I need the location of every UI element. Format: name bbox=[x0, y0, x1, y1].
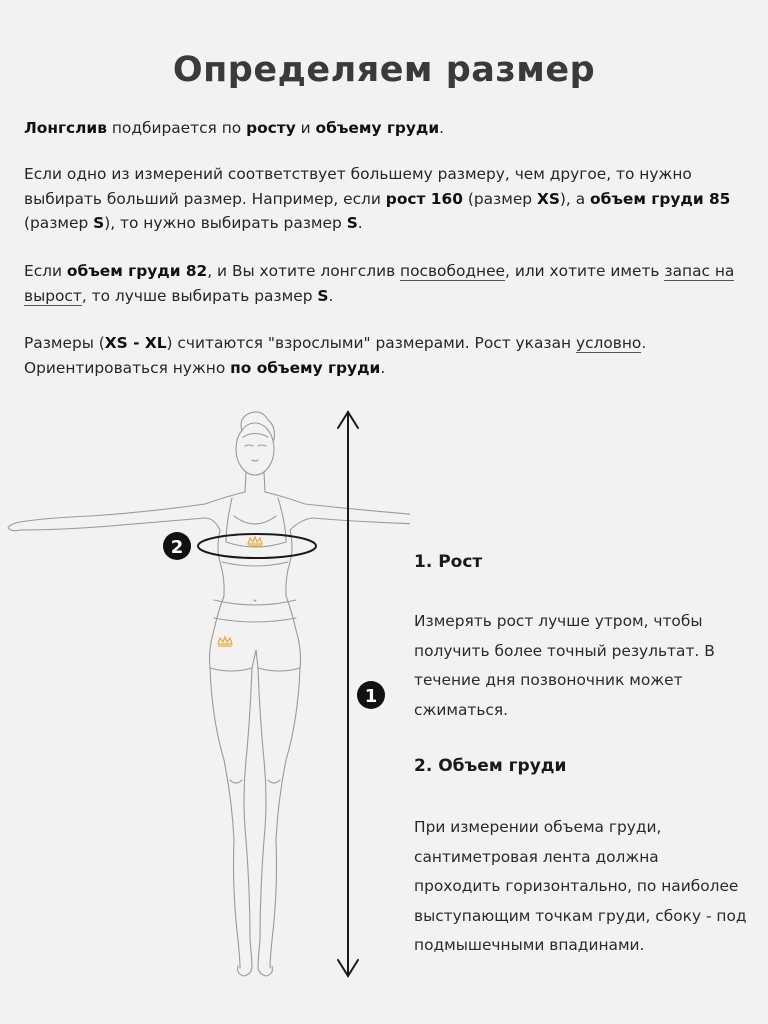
bold-text: объему груди bbox=[315, 119, 440, 137]
bold-text: XS - XL bbox=[104, 334, 167, 352]
marker-chest-label: 2 bbox=[170, 537, 184, 558]
torso-left bbox=[214, 530, 224, 630]
text-run: (размер bbox=[24, 214, 94, 232]
right-arm-bottom bbox=[290, 518, 410, 530]
intro-paragraph-4 bbox=[24, 331, 744, 380]
text-run: , и Вы хотите лонгслив bbox=[207, 262, 401, 280]
section-chest-title: 2. Объем груди bbox=[414, 756, 567, 776]
bold-text: объем груди 85 bbox=[590, 189, 731, 208]
underlined-text: условно bbox=[575, 334, 642, 352]
left-leg-outer bbox=[210, 668, 240, 968]
bold-text: S bbox=[346, 214, 358, 232]
bold-text: S bbox=[317, 286, 329, 305]
underlined-text: посвободнее bbox=[400, 262, 506, 280]
left-arm-bottom bbox=[20, 518, 220, 530]
marker-height-badge bbox=[357, 681, 385, 709]
bold-text: рост 160 bbox=[385, 189, 463, 208]
text-run: (размер bbox=[462, 189, 537, 208]
crown-logo-top-icon bbox=[248, 537, 262, 546]
section-chest-text: При измерении объема груди, сантиметровая лента должна проходить горизонтально, по наиболее выступающим точкам груди, сбоку - под подмышечными впадинами. bbox=[414, 818, 747, 954]
intro-paragraph-2 bbox=[24, 162, 744, 236]
right-leg-inner bbox=[258, 668, 266, 968]
section-height-text: Измерять рост лучше утром, чтобы получить более точный результат. В течение дня позвоночник может сжиматься. bbox=[414, 612, 715, 719]
text-run: ) считаются "взрослыми" размерами. Рост указан bbox=[166, 334, 576, 352]
text-run: подбирается по bbox=[106, 119, 247, 137]
bold-text: по объему груди bbox=[230, 358, 381, 377]
left-arm-top bbox=[20, 492, 245, 522]
underlined-text: запас на вырост bbox=[24, 262, 735, 305]
marker-chest-badge bbox=[163, 532, 191, 560]
text-run: ), то нужно выбирать размер bbox=[104, 214, 347, 232]
torso-right bbox=[286, 530, 296, 630]
intro-paragraph-3 bbox=[24, 259, 744, 308]
height-arrow bbox=[338, 412, 358, 976]
section-height-title: 1. Рост bbox=[414, 552, 483, 572]
text-run: . bbox=[439, 119, 445, 137]
right-leg-outer bbox=[270, 668, 300, 968]
bold-text: S bbox=[93, 214, 105, 232]
page-title: Определяем размер bbox=[172, 50, 596, 90]
bold-text: росту bbox=[246, 119, 296, 137]
bold-text: Лонгслив bbox=[24, 119, 107, 137]
text-run: . bbox=[357, 214, 363, 232]
text-run: . bbox=[380, 358, 386, 377]
text-run: Если bbox=[24, 262, 67, 280]
crown-logo-shorts-icon bbox=[218, 637, 232, 646]
right-arm-top bbox=[265, 492, 410, 518]
text-run: . bbox=[328, 286, 334, 305]
text-run: и bbox=[295, 119, 316, 137]
text-run: Если одно из измерений соответствует большему размеру, чем другое, то нужно выбирать больший размер. Например, если bbox=[24, 165, 692, 208]
text-run: , то лучше выбирать размер bbox=[81, 286, 318, 305]
left-leg-inner bbox=[244, 668, 252, 968]
body-measurement-figure bbox=[0, 400, 410, 1000]
shorts bbox=[210, 630, 301, 671]
bold-text: объем груди 82 bbox=[66, 262, 208, 280]
intro-paragraph-1 bbox=[24, 116, 744, 141]
marker-height-label: 1 bbox=[364, 686, 378, 707]
text-run: , или хотите иметь bbox=[505, 262, 665, 280]
bold-text: XS bbox=[536, 189, 560, 208]
head-outline bbox=[236, 423, 274, 475]
text-run: . Ориентироваться нужно bbox=[24, 334, 647, 377]
text-run: ), а bbox=[559, 189, 591, 208]
text-run: Размеры ( bbox=[24, 334, 105, 352]
